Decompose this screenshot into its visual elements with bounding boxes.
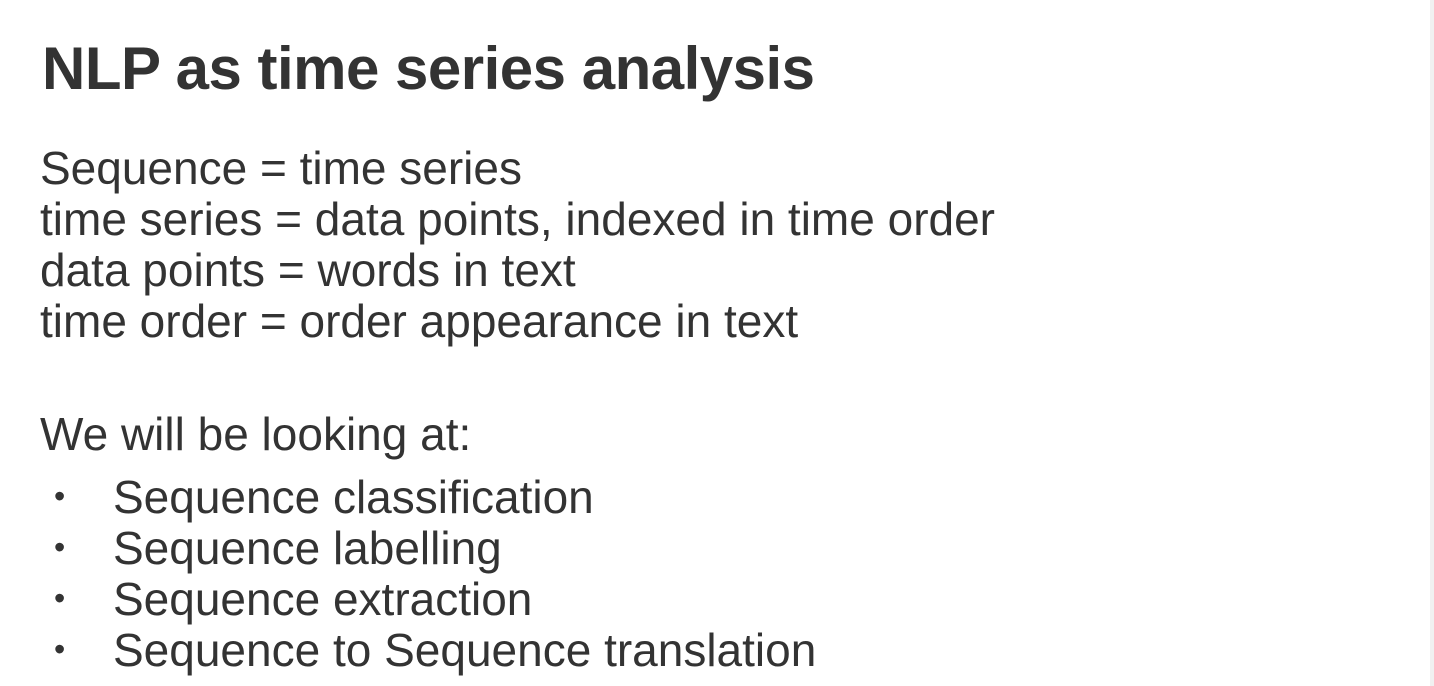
list-item [54,624,816,675]
bullet-icon: • [54,478,66,514]
bullet-icon: • [54,580,66,616]
list-item-text: Sequence labelling [113,521,502,574]
definition-line: time series = data points, indexed in time order [40,193,995,245]
topics-intro: We will be looking at: [40,408,472,460]
list-item [54,522,816,573]
list-item-text: Sequence extraction [113,572,533,625]
definition-line: Sequence = time series [40,142,522,194]
slide-title: NLP as time series analysis [42,35,815,102]
list-item [54,471,816,522]
definition-line: time order = order appearance in text [40,295,799,347]
list-item-text: Sequence to Sequence translation [113,623,817,676]
slide-right-edge [1430,0,1434,686]
list-item-text: Sequence classification [113,470,594,523]
list-item [54,573,816,624]
definition-line: data points = words in text [40,244,576,296]
bullet-icon: • [54,529,66,565]
bullet-icon: • [54,631,66,667]
definition-list [40,143,995,347]
topic-bullet-list [54,471,816,675]
